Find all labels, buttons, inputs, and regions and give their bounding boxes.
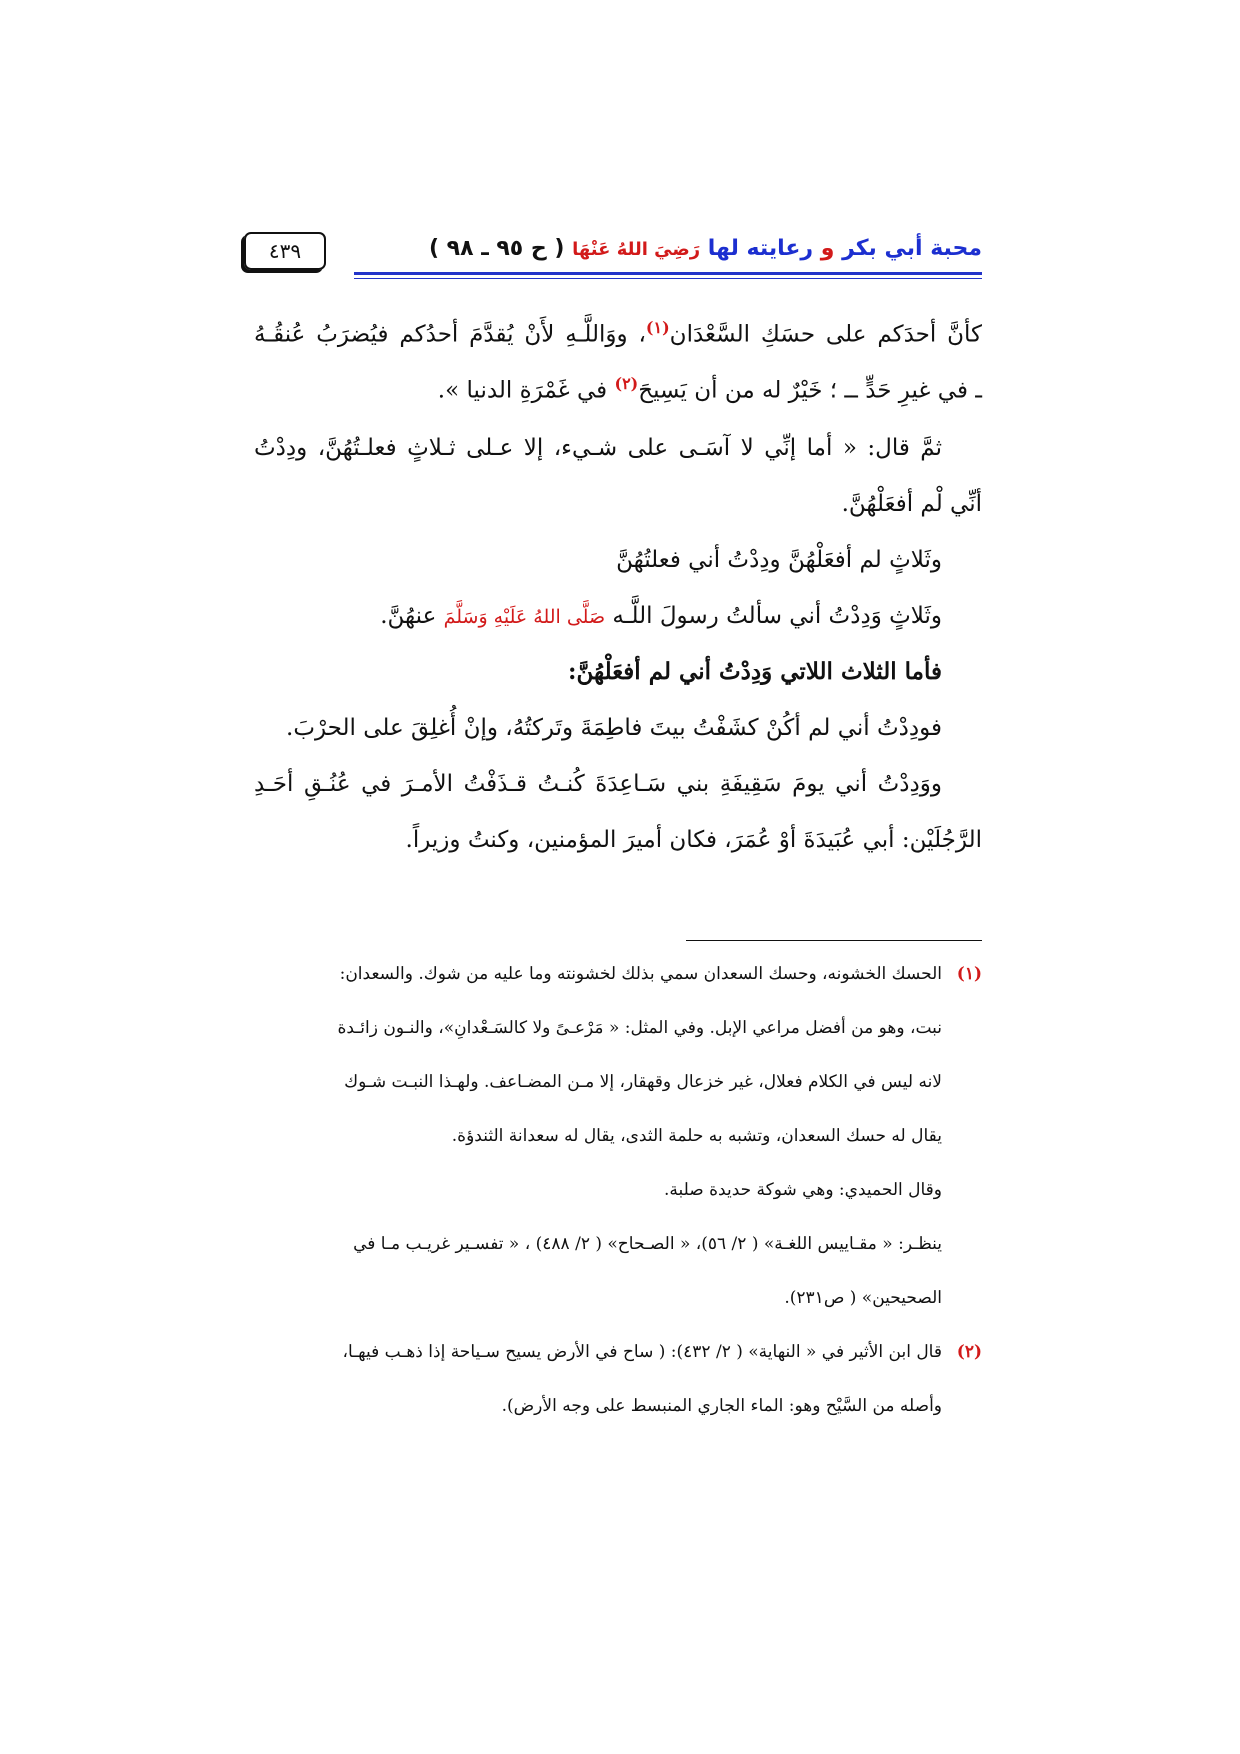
- footnote-2-number: (٢): [956, 1342, 982, 1362]
- text-line-1a: كأنَّ أحدَكم على حسَكِ السَّعْدَان: [669, 321, 982, 348]
- text-line-9: ووَدِدْتُ أني يومَ سَقِيفَةِ بني سَـاعِدَةَ كُنـتُ قـذَفْتُ الأمـرَ في عُنُـقِ أحَـدِ: [254, 771, 942, 797]
- footnote-2-line-2: وأصله من السَّيْح وهو: الماء الجاري المنبسط على وجه الأرض).: [501, 1396, 942, 1416]
- running-title: [429, 236, 982, 261]
- footnote-1-line-2: نبت، وهو من أفضل مراعي الإبل. وفي المثل: « مَرْعـىً ولا كالسَـعْدانِ»، والنـون زائـدة: [337, 1018, 942, 1038]
- text-line-1: [254, 306, 982, 362]
- text-line-1b: ، ووَاللَّـهِ لأَنْ يُقدَّمَ أحدُكم فيُضرَبُ عُنقُـهُ: [254, 321, 646, 348]
- footnote-1-line-7: الصحيحين» ( ص٢٣١).: [784, 1288, 942, 1308]
- text-line-10: الرَّجُلَيْن: أبي عُبَيدَةَ أوْ عُمَرَ، فكان أميرَ المؤمنين، وكنتُ وزيراً.: [405, 827, 982, 853]
- footnote-ref-2[interactable]: (٢): [614, 374, 639, 393]
- text-line-2: [254, 362, 982, 418]
- footnote-1-text-1: الحسك الخشونه، وحسك السعدان سمي بذلك لخشونته وما عليه من شوك. والسعدان:: [339, 964, 942, 984]
- page-header: [244, 236, 982, 284]
- honorific-glyph: رَضِيَ اللهُ عَنْهَا: [572, 239, 701, 260]
- footnote-1-number: (١): [956, 964, 982, 984]
- footnote-separator: [686, 940, 982, 941]
- text-line-7: فأما الثلاث اللاتي وَدِدْتُ أني لم أفعَلْهُنَّ:: [568, 658, 942, 685]
- text-line-6b: عنهُنَّ.: [380, 603, 444, 629]
- text-line-6a: وثَلاثٍ وَدِدْتُ أني سألتُ رسولَ اللَّـه: [605, 603, 942, 629]
- title-part-3: رعايته لها: [707, 236, 814, 261]
- page-number-badge: ٤٣٩: [244, 232, 326, 270]
- text-line-5: وثَلاثٍ لم أفعَلْهُنَّ ودِدْتُ أني فعلتُهُنَّ: [616, 547, 942, 573]
- text-line-2a: ـ في غيرِ حَدٍّ ــ ؛ خَيْرٌ له من أن يَسِيحَ: [638, 377, 982, 404]
- title-part-2: و: [820, 236, 835, 261]
- footnote-1-line-6: ينظـر: « مقـاييس اللغـة» ( ٢/ ٥٦)، « الصـحاح» ( ٢/ ٤٨٨) ، « تفسـير غريـب مـا في: [353, 1234, 942, 1254]
- text-line-4: أنِّي لْم أفعَلْهُنَّ.: [841, 491, 982, 517]
- text-line-6: [254, 594, 982, 650]
- text-line-3: ثمَّ قال: « أما إنِّي لا آسَـى على شـيء، إلا عـلى ثـلاثٍ فعلـتُهُنَّ، ودِدْتُ: [254, 435, 942, 461]
- footnote-1-line-5: وقال الحميدي: وهي شوكة حديدة صلبة.: [664, 1180, 942, 1200]
- hadith-range: ( ح ٩٥ ـ ٩٨ ): [428, 236, 565, 261]
- footnote-2-text-1: قال ابن الأثير في « النهاية» ( ٢/ ٤٣٢): ( ساح في الأرض يسيح سـياحة إذا ذهـب فيهـا،: [342, 1342, 942, 1362]
- footnote-1-line-3: لانه ليس في الكلام فعلال، غير خزعال وقهقار، إلا مـن المضـاعف. ولهـذا النبـت شـوك: [344, 1072, 942, 1092]
- text-line-2b: في غَمْرَةِ الدنيا ».: [437, 377, 615, 404]
- footnote-ref-1[interactable]: (١): [645, 318, 670, 337]
- footnote-2-line-1: [254, 1330, 982, 1384]
- footnotes: [254, 952, 982, 1438]
- main-text: [254, 306, 982, 874]
- footnote-1-line-4: يقال له حسك السعدان، وتشبه به حلمة الثدى، يقال له سعدانة الثندؤة.: [451, 1126, 942, 1146]
- footnote-1-line-1: [254, 952, 982, 1006]
- text-line-8: فودِدْتُ أني لم أكُنْ كشَفْتُ بيتَ فاطِمَةَ وتَركتُهُ، وإنْ أُغلِقَ على الحرْبَ.: [286, 715, 942, 741]
- header-rule-thin: [354, 278, 982, 279]
- header-rule-thick: [354, 272, 982, 275]
- salutation-glyph: صَلَّى اللهُ عَلَيْهِ وَسَلَّمَ: [443, 606, 606, 628]
- title-part-1: محبة أبي بكر: [842, 236, 982, 261]
